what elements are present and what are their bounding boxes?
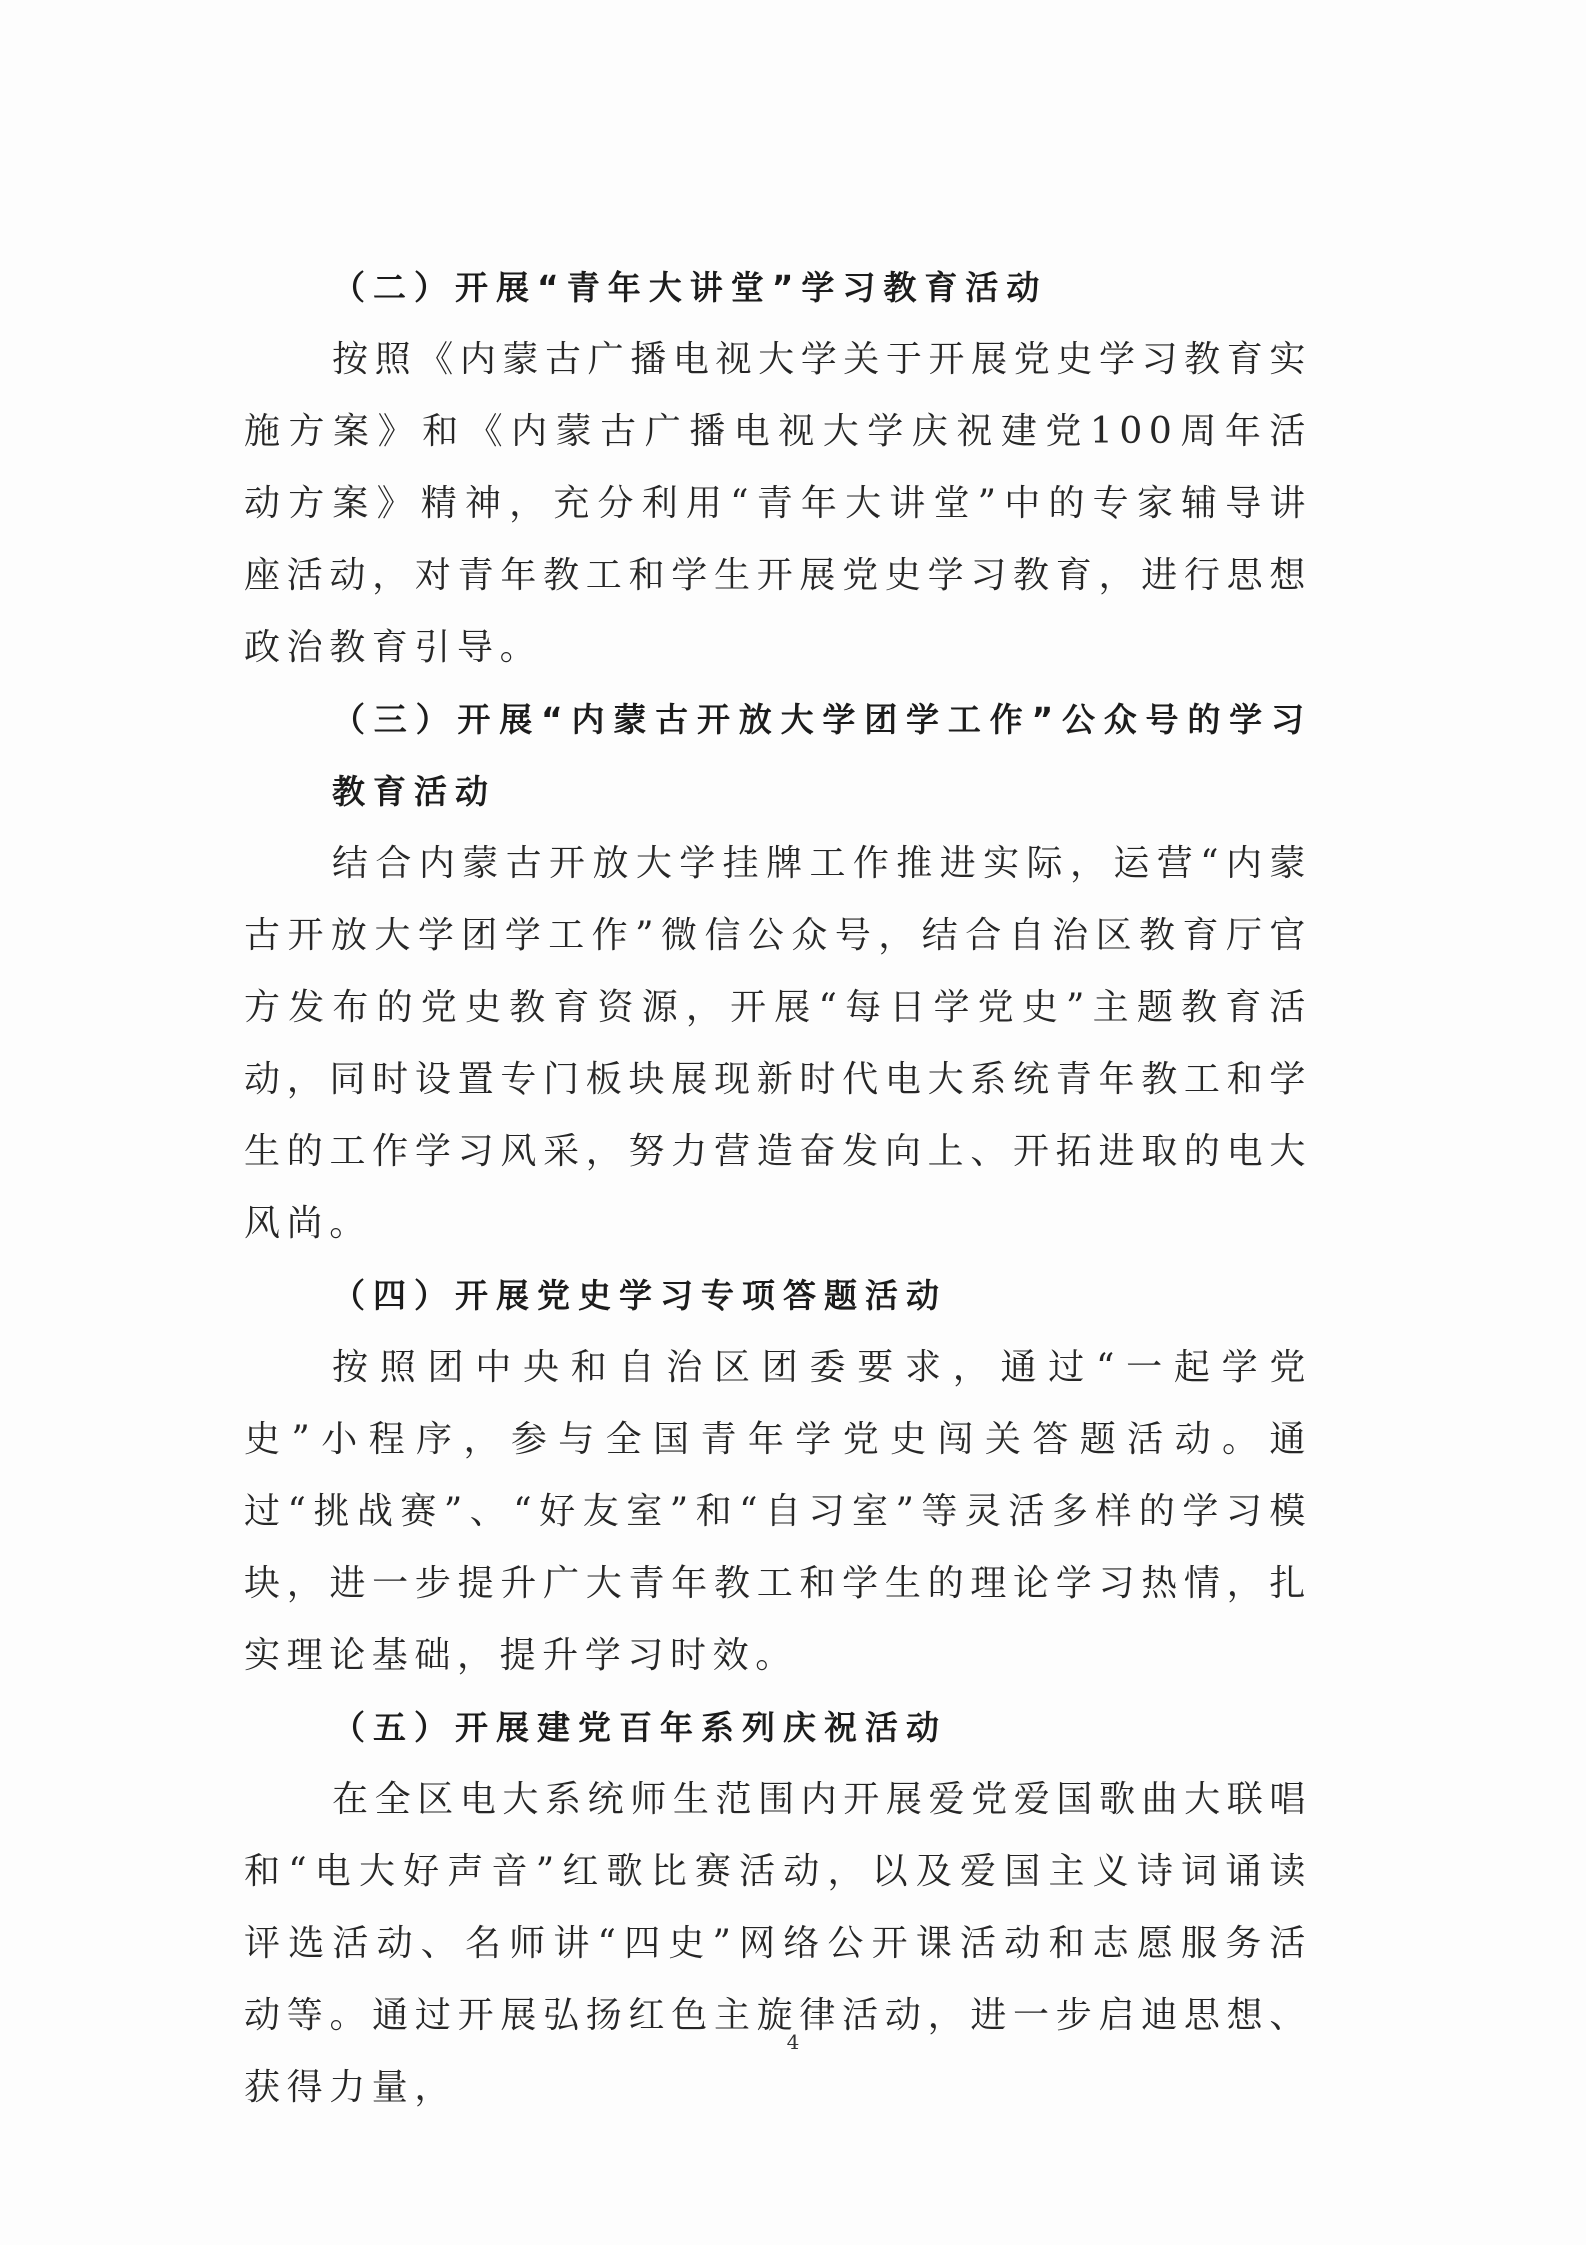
section-heading-2: （二）开展“青年大讲堂”学习教育活动 bbox=[332, 268, 1048, 307]
section-heading-3: （三）开展“内蒙古开放大学团学工作”公众号的学习教育活动 bbox=[332, 700, 1312, 811]
section-paragraph-3: 结合内蒙古开放大学挂牌工作推进实际，运营“内蒙古开放大学团学工作”微信公众号，结合自治区教育厅官方发布的党史教育资源，开展“每日学党史”主题教育活动，同时设置专门板块展现新时代电大系统青年教工和学生的工作学习风采，努力营造奋发向上、开拓进取的电大风尚。 bbox=[244, 843, 1312, 1244]
section-heading-4: （四）开展党史学习专项答题活动 bbox=[332, 1276, 947, 1315]
section-heading-5: （五）开展建党百年系列庆祝活动 bbox=[332, 1708, 947, 1747]
section-paragraph-5: 在全区电大系统师生范围内开展爱党爱国歌曲大联唱和“电大好声音”红歌比赛活动，以及爱国主义诗词诵读评选活动、名师讲“四史”网络公开课活动和志愿服务活动等。通过开展弘扬红色主旋律活动，进一步启迪思想、获得力量， bbox=[244, 1779, 1312, 2108]
section-paragraph-4: 按照团中央和自治区团委要求，通过“一起学党史”小程序，参与全国青年学党史闯关答题活动。通过“挑战赛”、“好友室”和“自习室”等灵活多样的学习模块，进一步提升广大青年教工和学生的理论学习热情，扎实理论基础，提升学习时效。 bbox=[244, 1347, 1312, 1676]
document-body bbox=[244, 252, 1312, 2124]
page-number: 4 bbox=[786, 2030, 800, 2054]
section-paragraph-2: 按照《内蒙古广播电视大学关于开展党史学习教育实施方案》和《内蒙古广播电视大学庆祝建党100周年活动方案》精神，充分利用“青年大讲堂”中的专家辅导讲座活动，对青年教工和学生开展党史学习教育，进行思想政治教育引导。 bbox=[244, 339, 1312, 668]
